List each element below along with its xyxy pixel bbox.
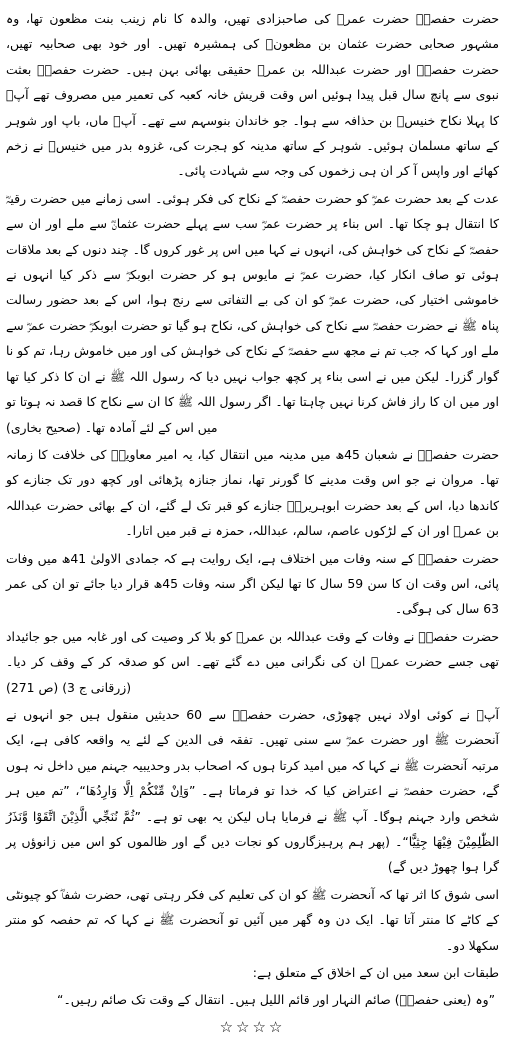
paragraph-hadith: آپؓ نے کوئی اولاد نہیں چھوڑی، حضرت حفصہؓ سے 60 حدیثیں منقول ہیں جو انہوں نے آنحضرت ﷺ اور حضرت عمرؓ سے سنی تھیں۔ تفقہ فی الدین کے لئے یہ واقعہ کافی ہے، ایک مرتبہ آنحضرت ﷺ نے کہا کہ میں امید کرتا ہوں کہ اصحاب بدر وحدیبیہ جہنم میں داخل نہ ہوں گے، حضرت حفصہؓ نے اعتراض کیا کہ خدا تو فرماتا ہے۔ ”وَاِنْ مِّنْكُمْ اِلَّا وَارِدُهَا“، ”تم میں ہر شخص وارد جہنم ہوگا۔ آپ ﷺ نے فرمایا ہاں لیکن یہ بھی تو ہے۔ ”ثُمَّ نُنَجِّي الَّذِيْنَ اتَّقَوْا وَّنَذَرُ الظّٰلِمِيْنَ فِيْهَا جِثِيًّا“۔ (پھر ہم پرہیزگاروں کو نجات دیں گے اور ظالموں کو اس میں زانوؤں پر گرا ہوا چھوڑ دیں گے) — [6, 706, 499, 875]
closing-quote: ”وہ (یعنی حفصہؓ) صائم النہار اور قائم اللیل ہیں۔ انتقال کے وقت تک صائم رہیں۔“ — [57, 992, 495, 1008]
paragraph-lineage: حضرت حفصہؓ حضرت عمرؓ کی صاحبزادی تھیں، والدہ کا نام زینب بنت مظعون تھا، وہ مشہور صحابی حضرت عثمان بن مظعونؓ کی ہمشیرہ تھیں۔ اور خود بھی صحابیہ تھیں، حضرت حفصہؓ اور حضرت عبداللہ بن عمرؓ حقیقی بھائی بہن ہیں۔ حضرت حفصہؓ بعثت نبوی سے پانچ سال قبل پیدا ہوئیں اس وقت قریش خانہ کعبہ کی تعمیر میں مصروف تھے آپؓ کا پہلا نکاح خنیسؓ بن حذافہ سے ہوا۔ جو خاندان بنوسہم سے تھے۔ آپؓ ماں، باپ اور شوہر کے ساتھ مسلمان ہوئیں۔ شوہر کے ساتھ مدینہ کو ہجرت کی، غزوہ بدر میں خنیسؓ نے زخم کھائے اور واپس آ کر ان ہی زخموں کی وجہ سے شہادت پائی۔ — [6, 11, 499, 179]
paragraph-education: اسی شوق کا اثر تھا کہ آنحضرت ﷺ کو ان کی تعلیم کی فکر رہتی تھی، حضرت شفاؓ کو چیونٹی کے کاٹے کا منتر آتا تھا۔ ایک دن وہ گھر میں آئیں تو آنحضرت ﷺ نے کہا کہ تم حفصہ کو منتر سکھلا دو۔ — [6, 886, 499, 953]
paragraph-will: حضرت حفصہؓ نے وفات کے وقت عبداللہ بن عمرؓ کو بلا کر وصیت کی اور غابہ میں جو جائیداد تھی جسے حضرت عمرؓ ان کی نگرانی میں دے گئے تھے۔ اس کو صدقہ کر کے وقف کر دیا۔ (زرقانی ج 3) (ص 271) — [6, 628, 499, 695]
section-divider-stars: ☆☆☆☆ — [219, 1017, 286, 1036]
paragraph-death-year: حضرت حفصہؓ کے سنہ وفات میں اختلاف ہے، ایک روایت ہے کہ جمادی الاولیٰ 41ھ میں وفات پائی، اس وقت ان کا سن 59 سال کا تھا لیکن اگر سنہ وفات 45ھ قرار دیا جائے تو ان کی عمر 63 سال کی ہوگی۔ — [6, 550, 500, 617]
paragraph-tabaqat-intro: طبقات ابن سعد میں ان کے اخلاق کے متعلق ہے: — [252, 965, 499, 981]
paragraph-marriage: عدت کے بعد حضرت عمرؓ کو حضرت حفصہؓ کے نکاح کی فکر ہوئی۔ اسی زمانے میں حضرت رقیہؓ کا انتقال ہو چکا تھا۔ اس بناء پر حضرت عمرؓ سب سے پہلے حضرت عثمانؓ سے ملے اور ان سے حفصہؓ کے نکاح کی خواہش کی، انہوں نے کہا میں اس پر غور کروں گا۔ چند دنوں کے بعد ملاقات ہوئی تو صاف انکار کیا، حضرت عمرؓ نے مایوس ہو کر حضرت ابوبکرؓ سے ذکر کیا انہوں نے خاموشی اختیار کی، حضرت عمرؓ کو ان کی بے التفاتی سے رنج ہوا، اس کے بعد حضور رسالت پناہ ﷺ نے حضرت حفصہؓ سے نکاح کی خواہش کی، نکاح ہو گیا تو حضرت ابوبکرؓ حضرت عمرؓ سے ملے اور کہا کہ جب تم نے مجھ سے حفصہؓ کے نکاح کی خواہش کی اور میں خاموش رہا، تم کو نا گوار گزرا۔ لیکن میں نے اسی بناء پر کچھ جواب نہیں دیا کہ رسول اللہ ﷺ نے ان کا ذکر کیا تھا اور میں ان کا راز فاش کرنا نہیں چاہتا تھا۔ اگر رسول اللہ ﷺ کا ان سے نکاح کا قصد نہ ہوتا تو میں اس کے لئے آمادہ تھا۔ (صحیح بخاری) — [6, 190, 499, 435]
paragraph-death: حضرت حفصہؓ نے شعبان 45ھ میں مدینہ میں انتقال کیا، یہ امیر معاویہؓ کی خلافت کا زمانہ تھا۔ مروان نے جو اس وقت مدینے کا گورنر تھا، نماز جنازہ پڑھائی اور کچھ دور تک جنازے کو کاندھا دیا، اس کے بعد حضرت ابوہریرہؓ جنازے کو قبر تک لے گئے، ان کے بھائی حضرت عبداللہ بن عمرؓ اور ان کے لڑکوں عاصم، سالم، عبداللہ، حمزہ نے قبر میں اتارا۔ — [6, 446, 499, 539]
